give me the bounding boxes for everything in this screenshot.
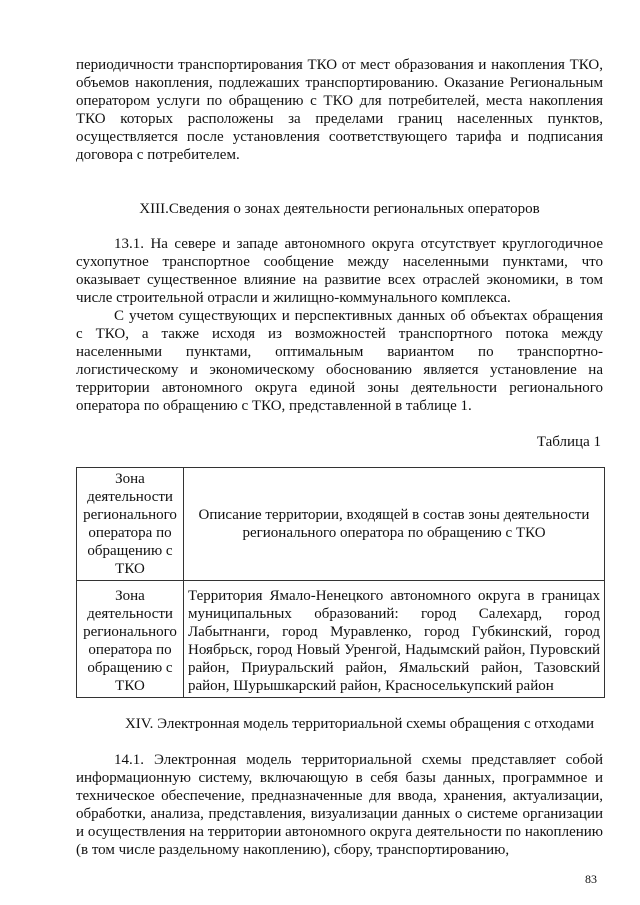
row-zone-cell: Зона деятельности регионального оператора по обращению с ТКО xyxy=(77,581,184,698)
section-13-paragraph-2: С учетом существующих и перспективных данных об объектах обращения с ТКО, а также исходя из возможностей транспортного потока между населенными пунктами, оптимальным вариантом по транспортно-логистическому и экономическому обоснованию является установление на территории автономного округа единой зоны деятельности регионального оператора по обращению с ТКО, представленной в таблице 1. xyxy=(76,308,603,414)
section-13-paragraph-1: 13.1. На севере и западе автономного округа отсутствует круглогодичное сухопутное транспортное сообщение между населенными пунктами, что оказывает существенное влияние на развитие всех отраслей экономики, в том числе строительной отрасли и жилищно-коммунального комплекса. xyxy=(76,236,603,306)
section-14-title: XIV. Электронная модель территориальной схемы обращения с отходами xyxy=(124,716,595,732)
header-zone-cell: Зона деятельности регионального оператора по обращению с ТКО xyxy=(77,468,184,581)
table-caption: Таблица 1 xyxy=(536,434,601,450)
document-page xyxy=(76,56,603,859)
section-14-paragraph-1: 14.1. Электронная модель территориальной схемы представляет собой информационную систему, включающую в себя базы данных, программное и техническое обеспечение, предназначенные для ввода, хранения, актуализации, обработки, анализа, представления, визуализации данных о системе организации и осуществления на территории автономного округа деятельности по накоплению (в том числе раздельному накоплению), сбору, транспортированию, xyxy=(76,752,603,858)
page-number: 83 xyxy=(585,872,597,886)
zones-table xyxy=(76,467,605,698)
section-13-title: XIII.Сведения о зонах деятельности региональных операторов xyxy=(139,201,540,217)
row-description-cell: Территория Ямало-Ненецкого автономного округа в границах муниципальных образований: город Салехард, город Лабытнанги, город Муравленко, город Губкинский, город Ноябрьск, город Новый Уренгой, Надымский район, Пуровский район, Приуральский район, Ямальский район, Тазовский район, Шурышкарский район, Красноселькупский район xyxy=(184,581,605,698)
intro-paragraph: периодичности транспортирования ТКО от мест образования и накопления ТКО, объемов накопления, подлежаших транспортированию. Оказание Региональным оператором услуги по обращению с ТКО для потребителей, места накопления ТКО которых расположены за пределами границ населенных пунктов, осуществляется после установления соответствующего тарифа и подписания договора с потребителем. xyxy=(76,57,603,163)
header-description-cell: Описание территории, входящей в состав зоны деятельности регионального оператора по обращению с ТКО xyxy=(184,468,605,581)
table-header-row xyxy=(77,468,605,581)
table-row xyxy=(77,581,605,698)
